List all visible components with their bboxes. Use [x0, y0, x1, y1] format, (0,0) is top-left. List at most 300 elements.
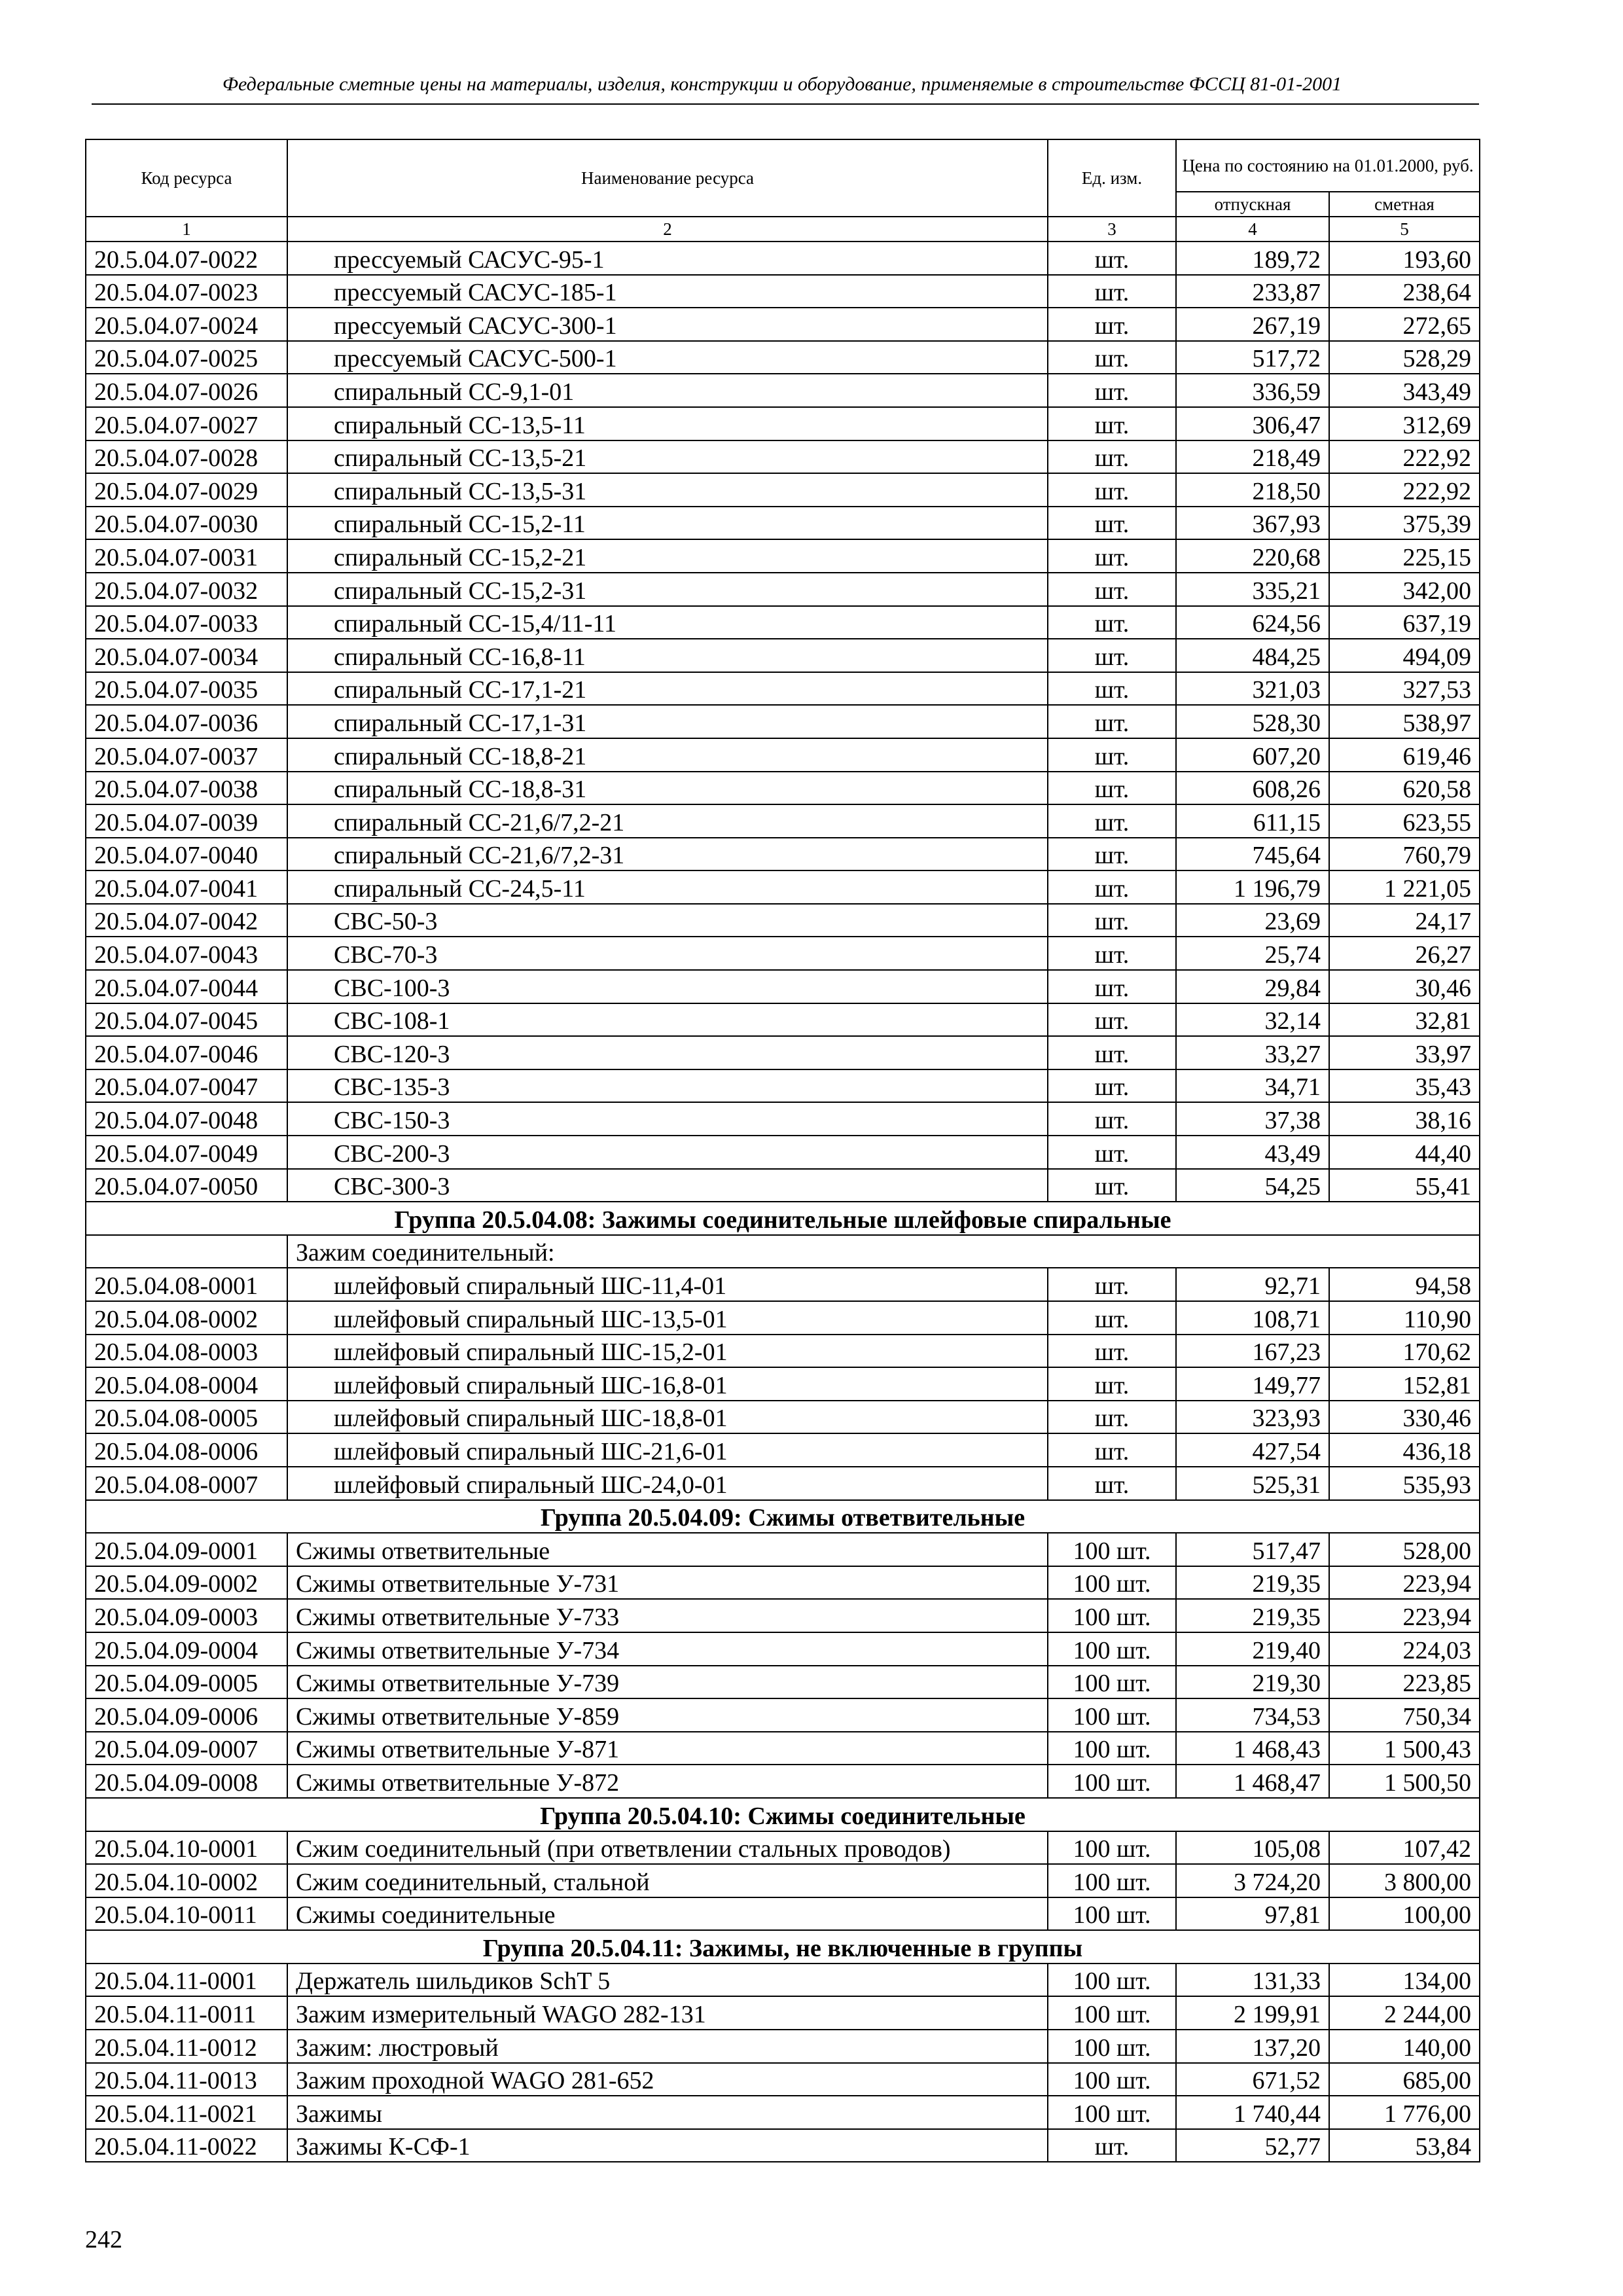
page-header-title: Федеральные сметные цены на материалы, изделия, конструкции и оборудование, применяемые в строительстве ФССЦ 81-01-2001 — [222, 73, 1342, 95]
resource-unit: шт. — [1048, 1467, 1176, 1500]
table-row — [86, 606, 1480, 639]
resource-code: 20.5.04.07-0036 — [86, 705, 287, 738]
release-price: 43,49 — [1176, 1136, 1329, 1169]
resource-unit: шт. — [1048, 1102, 1176, 1136]
resource-unit: 100 шт. — [1048, 2030, 1176, 2063]
page-number: 242 — [85, 2226, 122, 2253]
resource-name: Зажим проходной WAGO 281-652 — [287, 2063, 1048, 2096]
resource-code: 20.5.04.07-0026 — [86, 374, 287, 407]
header-divider — [92, 103, 1479, 105]
table-row — [86, 573, 1480, 606]
resource-name: шлейфовый спиральный ШС-16,8-01 — [287, 1367, 1048, 1401]
table-row — [86, 672, 1480, 706]
resource-code: 20.5.04.07-0032 — [86, 573, 287, 606]
table-row — [86, 1666, 1480, 1699]
estimate-price: 35,43 — [1329, 1069, 1480, 1103]
table-row — [86, 738, 1480, 772]
resource-name: спиральный СС-13,5-21 — [287, 440, 1048, 474]
resource-code: 20.5.04.09-0002 — [86, 1566, 287, 1600]
release-price: 671,52 — [1176, 2063, 1329, 2096]
release-price: 34,71 — [1176, 1069, 1329, 1103]
resource-code: 20.5.04.11-0013 — [86, 2063, 287, 2096]
release-price: 608,26 — [1176, 772, 1329, 805]
table-row — [86, 1268, 1480, 1301]
resource-unit: 100 шт. — [1048, 1964, 1176, 1997]
estimate-price: 38,16 — [1329, 1102, 1480, 1136]
estimate-price: 100,00 — [1329, 1897, 1480, 1931]
resource-code: 20.5.04.07-0023 — [86, 275, 287, 308]
release-price: 427,54 — [1176, 1433, 1329, 1467]
release-price: 484,25 — [1176, 639, 1329, 672]
resource-name: Сжим соединительный (при ответвлении стальных проводов) — [287, 1831, 1048, 1865]
table-row — [86, 1632, 1480, 1666]
resource-unit: шт. — [1048, 539, 1176, 573]
table-row — [86, 1964, 1480, 1997]
estimate-price: 619,46 — [1329, 738, 1480, 772]
resource-name: шлейфовый спиральный ШС-24,0-01 — [287, 1467, 1048, 1500]
resource-name: прессуемый САСУС-95-1 — [287, 242, 1048, 275]
col-number-3: 3 — [1048, 217, 1176, 242]
col-header-price: Цена по состоянию на 01.01.2000, руб. — [1176, 139, 1480, 192]
estimate-price: 223,94 — [1329, 1566, 1480, 1600]
col-header-estimate: сметная — [1329, 192, 1480, 217]
resource-code: 20.5.04.07-0025 — [86, 341, 287, 374]
table-row — [86, 2129, 1480, 2162]
table-row — [86, 904, 1480, 937]
resource-unit: 100 шт. — [1048, 2063, 1176, 2096]
resource-code: 20.5.04.08-0006 — [86, 1433, 287, 1467]
resource-name: Сжимы ответвительные У-871 — [287, 1732, 1048, 1765]
resource-code: 20.5.04.09-0001 — [86, 1533, 287, 1566]
resource-code: 20.5.04.08-0004 — [86, 1367, 287, 1401]
resource-unit: шт. — [1048, 1301, 1176, 1335]
resource-code: 20.5.04.07-0046 — [86, 1036, 287, 1069]
resource-name: СВС-120-3 — [287, 1036, 1048, 1069]
resource-name: СВС-300-3 — [287, 1169, 1048, 1202]
estimate-price: 494,09 — [1329, 639, 1480, 672]
table-row — [86, 1864, 1480, 1897]
release-price: 92,71 — [1176, 1268, 1329, 1301]
table-row — [86, 937, 1480, 970]
group-header-row — [86, 1500, 1480, 1534]
resource-name: СВС-70-3 — [287, 937, 1048, 970]
subheader-row — [86, 1235, 1480, 1268]
table-row — [86, 1102, 1480, 1136]
table-row — [86, 970, 1480, 1003]
resource-code: 20.5.04.09-0004 — [86, 1632, 287, 1666]
resource-name: Держатель шильдиков SchT 5 — [287, 1964, 1048, 1997]
estimate-price: 342,00 — [1329, 573, 1480, 606]
estimate-price: 535,93 — [1329, 1467, 1480, 1500]
resource-code: 20.5.04.07-0030 — [86, 507, 287, 540]
table-row — [86, 1036, 1480, 1069]
resource-code: 20.5.04.08-0005 — [86, 1401, 287, 1434]
release-price: 525,31 — [1176, 1467, 1329, 1500]
estimate-price: 327,53 — [1329, 672, 1480, 706]
release-price: 54,25 — [1176, 1169, 1329, 1202]
estimate-price: 436,18 — [1329, 1433, 1480, 1467]
resource-name: спиральный СС-15,2-31 — [287, 573, 1048, 606]
resource-code: 20.5.04.07-0027 — [86, 407, 287, 440]
resource-name: спиральный СС-15,4/11-11 — [287, 606, 1048, 639]
estimate-price: 312,69 — [1329, 407, 1480, 440]
resource-code: 20.5.04.07-0037 — [86, 738, 287, 772]
release-price: 219,30 — [1176, 1666, 1329, 1699]
estimate-price: 637,19 — [1329, 606, 1480, 639]
resource-unit: 100 шт. — [1048, 1765, 1176, 1798]
release-price: 37,38 — [1176, 1102, 1329, 1136]
resource-name: СВС-108-1 — [287, 1003, 1048, 1037]
resource-code: 20.5.04.07-0038 — [86, 772, 287, 805]
estimate-price: 375,39 — [1329, 507, 1480, 540]
resource-unit: шт. — [1048, 838, 1176, 871]
resource-unit: шт. — [1048, 705, 1176, 738]
resource-name: СВС-135-3 — [287, 1069, 1048, 1103]
resource-code: 20.5.04.07-0028 — [86, 440, 287, 474]
table-row — [86, 1301, 1480, 1335]
table-row — [86, 1996, 1480, 2030]
resource-code: 20.5.04.08-0003 — [86, 1335, 287, 1368]
resource-code: 20.5.04.10-0002 — [86, 1864, 287, 1897]
table-row — [86, 705, 1480, 738]
group-header-row — [86, 1930, 1480, 1964]
release-price: 267,19 — [1176, 308, 1329, 341]
resource-name: спиральный СС-24,5-11 — [287, 870, 1048, 904]
resource-name: Зажимы — [287, 2096, 1048, 2129]
resource-code: 20.5.04.11-0021 — [86, 2096, 287, 2129]
resource-code: 20.5.04.07-0024 — [86, 308, 287, 341]
resource-name: спиральный СС-15,2-21 — [287, 539, 1048, 573]
resource-unit: шт. — [1048, 341, 1176, 374]
col-number-4: 4 — [1176, 217, 1329, 242]
estimate-price: 134,00 — [1329, 1964, 1480, 1997]
resource-unit: шт. — [1048, 2129, 1176, 2162]
col-header-code: Код ресурса — [86, 139, 287, 217]
table-row — [86, 308, 1480, 341]
table-row — [86, 1003, 1480, 1037]
resource-unit: шт. — [1048, 970, 1176, 1003]
resource-unit: шт. — [1048, 275, 1176, 308]
estimate-price: 2 244,00 — [1329, 1996, 1480, 2030]
estimate-price: 44,40 — [1329, 1136, 1480, 1169]
resource-unit: шт. — [1048, 374, 1176, 407]
resource-name: спиральный СС-21,6/7,2-21 — [287, 804, 1048, 838]
resource-unit: 100 шт. — [1048, 2096, 1176, 2129]
subheader-title: Зажим соединительный: — [287, 1235, 1480, 1268]
resource-unit: шт. — [1048, 1401, 1176, 1434]
resource-name: шлейфовый спиральный ШС-21,6-01 — [287, 1433, 1048, 1467]
resource-unit: шт. — [1048, 904, 1176, 937]
resource-unit: 100 шт. — [1048, 1831, 1176, 1865]
estimate-price: 685,00 — [1329, 2063, 1480, 2096]
release-price: 97,81 — [1176, 1897, 1329, 1931]
resource-name: Сжимы ответвительные У-733 — [287, 1599, 1048, 1632]
release-price: 219,40 — [1176, 1632, 1329, 1666]
resource-name: прессуемый САСУС-185-1 — [287, 275, 1048, 308]
resource-unit: 100 шт. — [1048, 1599, 1176, 1632]
resource-code: 20.5.04.07-0029 — [86, 473, 287, 507]
release-price: 52,77 — [1176, 2129, 1329, 2162]
resource-name: Зажим: люстровый — [287, 2030, 1048, 2063]
release-price: 25,74 — [1176, 937, 1329, 970]
release-price: 218,50 — [1176, 473, 1329, 507]
resource-code: 20.5.04.07-0047 — [86, 1069, 287, 1103]
release-price: 108,71 — [1176, 1301, 1329, 1335]
resource-unit: шт. — [1048, 672, 1176, 706]
table-row — [86, 407, 1480, 440]
col-number-2: 2 — [287, 217, 1048, 242]
resource-name: Сжимы ответвительные У-859 — [287, 1698, 1048, 1732]
col-number-5: 5 — [1329, 217, 1480, 242]
table-row — [86, 804, 1480, 838]
estimate-price: 107,42 — [1329, 1831, 1480, 1865]
table-row — [86, 242, 1480, 275]
resource-name: Сжимы ответвительные У-734 — [287, 1632, 1048, 1666]
table-row — [86, 1433, 1480, 1467]
resource-code: 20.5.04.09-0005 — [86, 1666, 287, 1699]
resource-name: прессуемый САСУС-500-1 — [287, 341, 1048, 374]
table-row — [86, 1169, 1480, 1202]
resource-name: СВС-50-3 — [287, 904, 1048, 937]
resource-name: спиральный СС-15,2-11 — [287, 507, 1048, 540]
table-row — [86, 1136, 1480, 1169]
resource-unit: шт. — [1048, 1433, 1176, 1467]
table-row — [86, 1599, 1480, 1632]
resource-unit: шт. — [1048, 937, 1176, 970]
estimate-price: 538,97 — [1329, 705, 1480, 738]
resource-code: 20.5.04.07-0040 — [86, 838, 287, 871]
table-row — [86, 473, 1480, 507]
group-title: Группа 20.5.04.09: Сжимы ответвительные — [86, 1500, 1480, 1534]
release-price: 367,93 — [1176, 507, 1329, 540]
table-row — [86, 1533, 1480, 1566]
group-title: Группа 20.5.04.10: Сжимы соединительные — [86, 1798, 1480, 1831]
estimate-price: 528,29 — [1329, 341, 1480, 374]
resource-name: шлейфовый спиральный ШС-11,4-01 — [287, 1268, 1048, 1301]
resource-unit: шт. — [1048, 242, 1176, 275]
resource-unit: шт. — [1048, 1367, 1176, 1401]
col-number-1: 1 — [86, 217, 287, 242]
resource-name: Сжим соединительный, стальной — [287, 1864, 1048, 1897]
release-price: 3 724,20 — [1176, 1864, 1329, 1897]
resource-name: СВС-150-3 — [287, 1102, 1048, 1136]
release-price: 105,08 — [1176, 1831, 1329, 1865]
resource-name: шлейфовый спиральный ШС-18,8-01 — [287, 1401, 1048, 1434]
estimate-price: 1 221,05 — [1329, 870, 1480, 904]
release-price: 33,27 — [1176, 1036, 1329, 1069]
resource-unit: 100 шт. — [1048, 1632, 1176, 1666]
resource-code: 20.5.04.11-0012 — [86, 2030, 287, 2063]
resource-unit: 100 шт. — [1048, 1533, 1176, 1566]
release-price: 335,21 — [1176, 573, 1329, 606]
release-price: 149,77 — [1176, 1367, 1329, 1401]
estimate-price: 222,92 — [1329, 473, 1480, 507]
resource-unit: 100 шт. — [1048, 1732, 1176, 1765]
resource-code: 20.5.04.09-0003 — [86, 1599, 287, 1632]
group-header-row — [86, 1202, 1480, 1235]
resource-unit: шт. — [1048, 573, 1176, 606]
release-price: 23,69 — [1176, 904, 1329, 937]
resource-name: Сжимы соединительные — [287, 1897, 1048, 1931]
resource-name: СВС-100-3 — [287, 970, 1048, 1003]
release-price: 1 468,43 — [1176, 1732, 1329, 1765]
estimate-price: 224,03 — [1329, 1632, 1480, 1666]
release-price: 219,35 — [1176, 1599, 1329, 1632]
table-row — [86, 639, 1480, 672]
resource-code: 20.5.04.10-0011 — [86, 1897, 287, 1931]
resource-unit: шт. — [1048, 804, 1176, 838]
resource-unit: шт. — [1048, 1268, 1176, 1301]
estimate-price: 623,55 — [1329, 804, 1480, 838]
table-body — [86, 242, 1480, 2162]
table-row — [86, 275, 1480, 308]
resource-name: спиральный СС-13,5-11 — [287, 407, 1048, 440]
resource-unit: шт. — [1048, 440, 1176, 474]
resource-unit: шт. — [1048, 308, 1176, 341]
resource-name: спиральный СС-13,5-31 — [287, 473, 1048, 507]
resource-unit: шт. — [1048, 1003, 1176, 1037]
release-price: 1 740,44 — [1176, 2096, 1329, 2129]
release-price: 189,72 — [1176, 242, 1329, 275]
resource-unit: 100 шт. — [1048, 1566, 1176, 1600]
estimate-price: 750,34 — [1329, 1698, 1480, 1732]
resource-unit: шт. — [1048, 1169, 1176, 1202]
resource-code: 20.5.04.07-0044 — [86, 970, 287, 1003]
resource-unit: 100 шт. — [1048, 1864, 1176, 1897]
resource-name: спиральный СС-17,1-31 — [287, 705, 1048, 738]
table-row — [86, 1765, 1480, 1798]
release-price: 167,23 — [1176, 1335, 1329, 1368]
estimate-price: 30,46 — [1329, 970, 1480, 1003]
table-row — [86, 1367, 1480, 1401]
estimate-price: 528,00 — [1329, 1533, 1480, 1566]
release-price: 624,56 — [1176, 606, 1329, 639]
resource-name: Сжимы ответвительные У-872 — [287, 1765, 1048, 1798]
release-price: 745,64 — [1176, 838, 1329, 871]
resource-code: 20.5.04.09-0006 — [86, 1698, 287, 1732]
release-price: 611,15 — [1176, 804, 1329, 838]
release-price: 2 199,91 — [1176, 1996, 1329, 2030]
resource-name: спиральный СС-18,8-21 — [287, 738, 1048, 772]
table-row — [86, 539, 1480, 573]
release-price: 233,87 — [1176, 275, 1329, 308]
resource-unit: шт. — [1048, 1036, 1176, 1069]
resource-unit: 100 шт. — [1048, 1666, 1176, 1699]
resource-unit: шт. — [1048, 772, 1176, 805]
table-row — [86, 2063, 1480, 2096]
estimate-price: 32,81 — [1329, 1003, 1480, 1037]
resource-unit: 100 шт. — [1048, 1897, 1176, 1931]
table-row — [86, 440, 1480, 474]
estimate-price: 110,90 — [1329, 1301, 1480, 1335]
estimate-price: 330,46 — [1329, 1401, 1480, 1434]
resource-code: 20.5.04.10-0001 — [86, 1831, 287, 1865]
resource-code: 20.5.04.07-0042 — [86, 904, 287, 937]
resource-unit: 100 шт. — [1048, 1996, 1176, 2030]
estimate-price: 170,62 — [1329, 1335, 1480, 1368]
resource-name: Сжимы ответвительные — [287, 1533, 1048, 1566]
resource-code: 20.5.04.07-0045 — [86, 1003, 287, 1037]
estimate-price: 1 776,00 — [1329, 2096, 1480, 2129]
resource-name: шлейфовый спиральный ШС-13,5-01 — [287, 1301, 1048, 1335]
resource-unit: шт. — [1048, 870, 1176, 904]
resource-code: 20.5.04.11-0011 — [86, 1996, 287, 2030]
resource-unit: шт. — [1048, 1069, 1176, 1103]
resource-code: 20.5.04.07-0043 — [86, 937, 287, 970]
resource-name: СВС-200-3 — [287, 1136, 1048, 1169]
table-row — [86, 341, 1480, 374]
resource-unit: шт. — [1048, 407, 1176, 440]
resource-code: 20.5.04.07-0034 — [86, 639, 287, 672]
estimate-price: 272,65 — [1329, 308, 1480, 341]
resource-name: спиральный СС-16,8-11 — [287, 639, 1048, 672]
resource-name: Зажим измерительный WAGO 282-131 — [287, 1996, 1048, 2030]
estimate-price: 140,00 — [1329, 2030, 1480, 2063]
release-price: 517,47 — [1176, 1533, 1329, 1566]
table-row — [86, 870, 1480, 904]
resource-name: прессуемый САСУС-300-1 — [287, 308, 1048, 341]
resource-name: спиральный СС-21,6/7,2-31 — [287, 838, 1048, 871]
estimate-price: 225,15 — [1329, 539, 1480, 573]
release-price: 220,68 — [1176, 539, 1329, 573]
table-row — [86, 772, 1480, 805]
table-row — [86, 1698, 1480, 1732]
resource-code: 20.5.04.07-0033 — [86, 606, 287, 639]
resource-name: спиральный СС-17,1-21 — [287, 672, 1048, 706]
table-row — [86, 2030, 1480, 2063]
estimate-price: 620,58 — [1329, 772, 1480, 805]
col-header-name: Наименование ресурса — [287, 139, 1048, 217]
release-price: 137,20 — [1176, 2030, 1329, 2063]
resource-code: 20.5.04.07-0035 — [86, 672, 287, 706]
release-price: 517,72 — [1176, 341, 1329, 374]
resource-code: 20.5.04.07-0039 — [86, 804, 287, 838]
resource-unit: шт. — [1048, 1335, 1176, 1368]
resource-code: 20.5.04.11-0022 — [86, 2129, 287, 2162]
resource-code: 20.5.04.07-0050 — [86, 1169, 287, 1202]
table-row — [86, 1069, 1480, 1103]
table-row — [86, 838, 1480, 871]
release-price: 32,14 — [1176, 1003, 1329, 1037]
table-row — [86, 1401, 1480, 1434]
resource-code: 20.5.04.07-0022 — [86, 242, 287, 275]
estimate-price: 223,85 — [1329, 1666, 1480, 1699]
estimate-price: 55,41 — [1329, 1169, 1480, 1202]
table-row — [86, 1335, 1480, 1368]
table-row — [86, 507, 1480, 540]
estimate-price: 152,81 — [1329, 1367, 1480, 1401]
estimate-price: 26,27 — [1329, 937, 1480, 970]
estimate-price: 24,17 — [1329, 904, 1480, 937]
resource-name: Сжимы ответвительные У-731 — [287, 1566, 1048, 1600]
table-row — [86, 1732, 1480, 1765]
table-row — [86, 1897, 1480, 1931]
release-price: 528,30 — [1176, 705, 1329, 738]
resource-code: 20.5.04.07-0049 — [86, 1136, 287, 1169]
release-price: 29,84 — [1176, 970, 1329, 1003]
resource-unit: шт. — [1048, 738, 1176, 772]
release-price: 131,33 — [1176, 1964, 1329, 1997]
resource-code: 20.5.04.07-0048 — [86, 1102, 287, 1136]
resource-code: 20.5.04.08-0002 — [86, 1301, 287, 1335]
release-price: 323,93 — [1176, 1401, 1329, 1434]
estimate-price: 1 500,50 — [1329, 1765, 1480, 1798]
table-row — [86, 1831, 1480, 1865]
resource-code: 20.5.04.08-0007 — [86, 1467, 287, 1500]
resource-code: 20.5.04.09-0007 — [86, 1732, 287, 1765]
resource-code: 20.5.04.09-0008 — [86, 1765, 287, 1798]
estimate-price: 222,92 — [1329, 440, 1480, 474]
